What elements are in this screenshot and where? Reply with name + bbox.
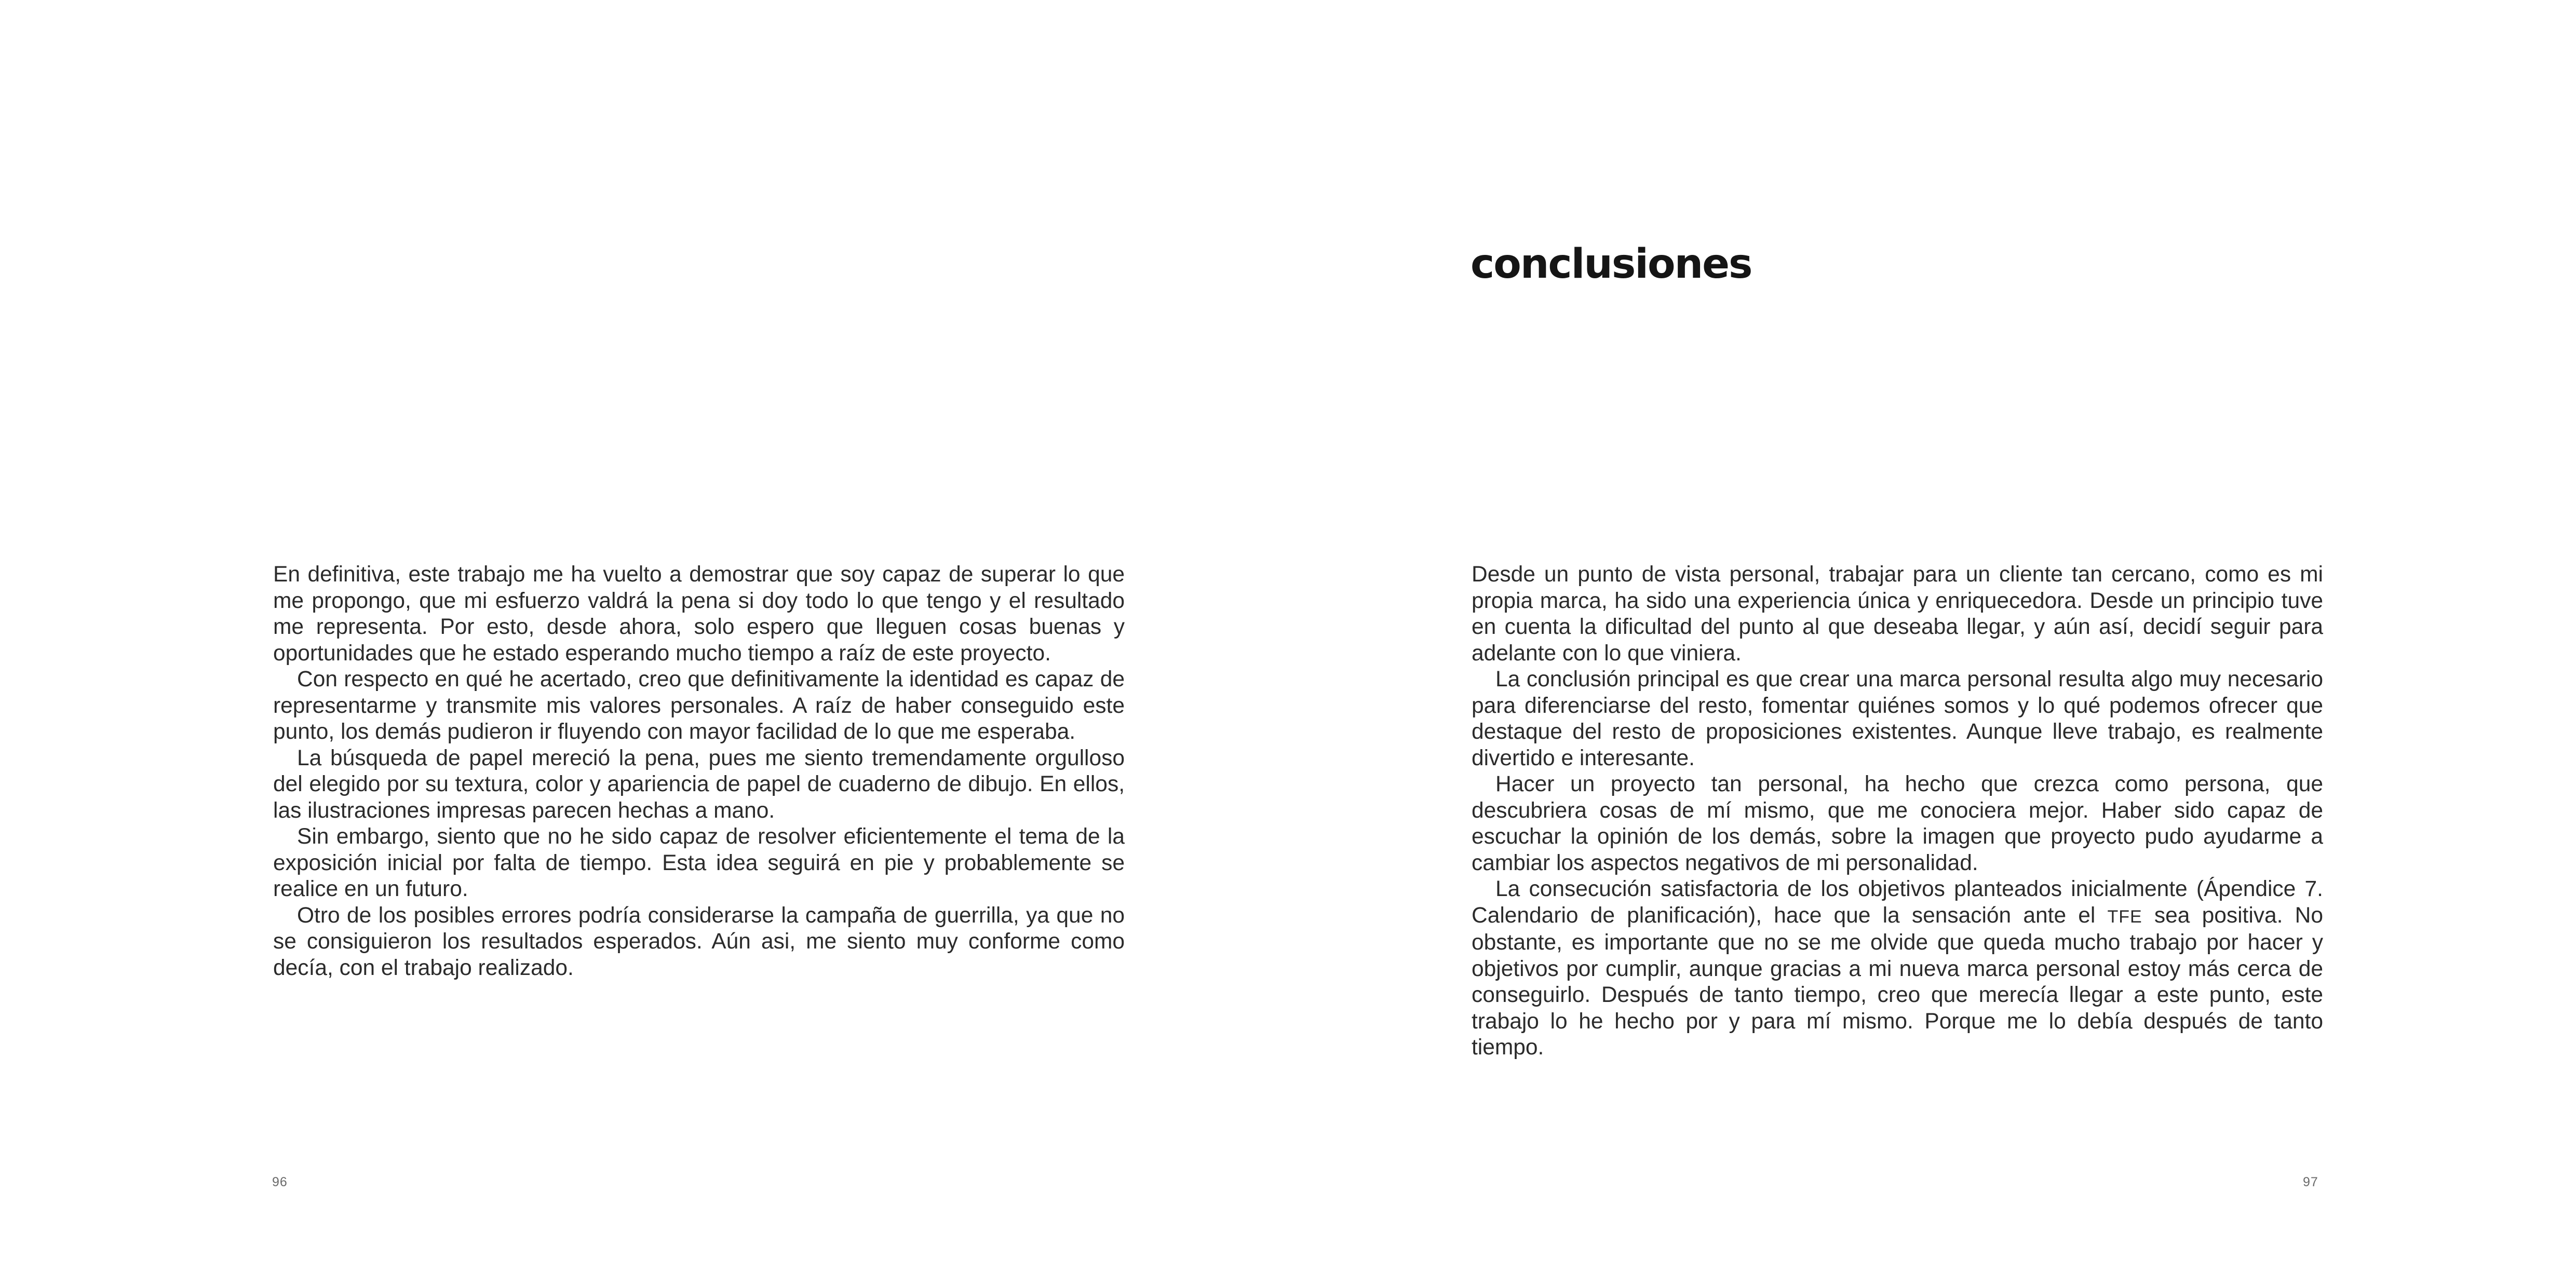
left-paragraph-1: En definitiva, este trabajo me ha vuelto a demostrar que soy capaz de superar lo que me propongo, que mi esfuerzo valdrá la pena si doy todo lo que tengo y el resultado me representa. Por esto, desde ahora, solo espero que lleguen cosas buenas y oportunidades que he estado esperando mucho tiempo a raíz de este proyecto. bbox=[273, 562, 1125, 666]
left-paragraph-4: Sin embargo, siento que no he sido capaz de resolver eficientemente el tema de la exposición inicial por falta de tiempo. Esta idea seguirá en pie y probablemente se realice en un futuro. bbox=[273, 824, 1125, 901]
right-paragraph-2: La conclusión principal es que crear una marca personal resulta algo muy necesario para diferenciarse del resto, fomentar quiénes somos y lo qué podemos ofrecer que destaque del resto de proposiciones existentes. Aunque lleve trabajo, es realmente divertido e interesante. bbox=[1472, 667, 2323, 770]
right-paragraph-1: Desde un punto de vista personal, trabajar para un cliente tan cercano, como es mi propia marca, ha sido una experiencia única y enriquecedora. Desde un principio tuve en cuenta la dificultad del punto al que deseaba llegar, y aún así, decidí seguir para adelante con lo que viniera. bbox=[1472, 562, 2323, 666]
right-paragraph-4 bbox=[1472, 876, 2323, 1061]
page-number-right: 97 bbox=[2303, 1175, 2318, 1189]
left-paragraph-3: La búsqueda de papel mereció la pena, pues me siento tremendamente orgulloso del elegido por su textura, color y apariencia de papel de cuaderno de dibujo. En ellos, las ilustraciones impresas parecen hechas a mano. bbox=[273, 745, 1125, 823]
right-page-text bbox=[1472, 562, 2323, 1061]
left-paragraph-5: Otro de los posibles errores podría considerarse la campaña de guerrilla, ya que no se consiguieron los resultados esperados. Aún asi, me siento muy conforme como decía, con el trabajo realizado. bbox=[273, 903, 1125, 980]
left-page-text bbox=[273, 562, 1125, 981]
page-number-left: 96 bbox=[272, 1175, 288, 1189]
abbreviation-tfe: TFE bbox=[2107, 906, 2142, 927]
right-paragraph-4-text-after: sea positiva. No obstante, es importante que no se me olvide que queda mucho trabajo por hacer y objetivos por cumplir, aunque gracias a mi nueva marca personal estoy más cerca de conseguirlo. Después de tanto tiempo, creo que merecía llegar a este punto, este trabajo lo he hecho por y para mí mismo. Porque me lo debía después de tanto tiempo. bbox=[1472, 903, 2323, 1060]
left-paragraph-2: Con respecto en qué he acertado, creo que definitivamente la identidad es capaz de representarme y transmite mis valores personales. A raíz de haber conseguido este punto, los demás pudieron ir fluyendo con mayor facilidad de lo que me esperaba. bbox=[273, 667, 1125, 744]
right-paragraph-4-text-before: La consecución satisfactoria de los objetivos planteados inicialmente (Ápendice 7. Calendario de planificación), hace que la sensación ante el bbox=[1472, 877, 2323, 928]
section-title: conclusiones bbox=[1471, 241, 1752, 288]
right-paragraph-3: Hacer un proyecto tan personal, ha hecho que crezca como persona, que descubriera cosas de mí mismo, que me conociera mejor. Haber sido capaz de escuchar la opinión de los demás, sobre la imagen que proyecto pudo ayudarme a cambiar los aspectos negativos de mi personalidad. bbox=[1472, 772, 2323, 875]
